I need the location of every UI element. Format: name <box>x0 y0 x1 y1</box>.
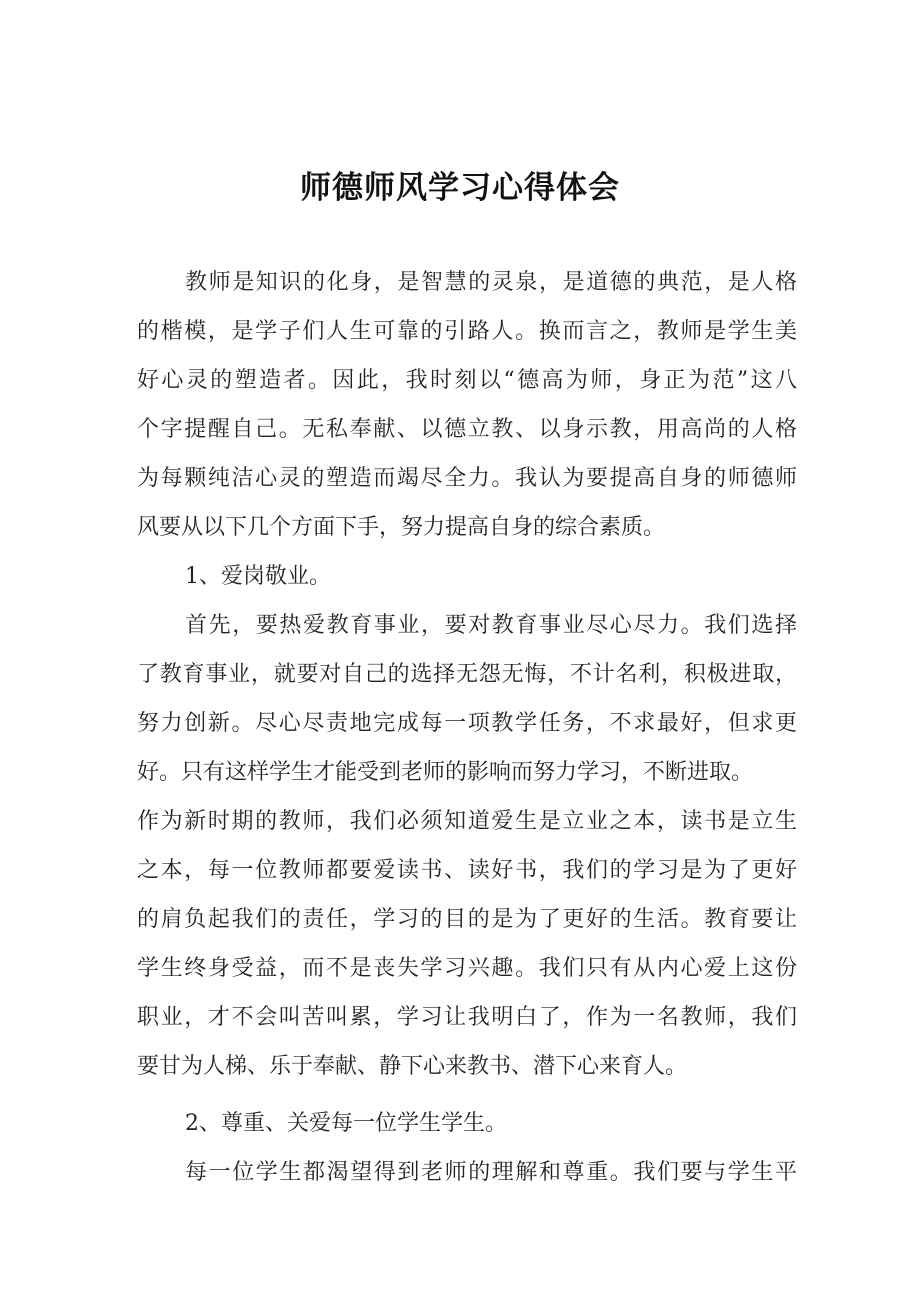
paragraph-line: 的楷模，是学子们人生可靠的引路人。换而言之，教师是学生美 <box>137 319 797 344</box>
paragraph-line: 为每颗纯洁心灵的塑造而竭尽全力。我认为要提高自身的师德师 <box>137 466 797 491</box>
paragraph-line: 努力创新。尽心尽责地完成每一项教学任务，不求最好，但求更 <box>137 711 797 736</box>
paragraph-line: 每一位学生都渴望得到老师的理解和尊重。我们要与学生平 <box>185 1160 797 1185</box>
paragraph-line: 职业，才不会叫苦叫累，学习让我明白了，作为一名教师，我们 <box>137 1005 797 1030</box>
paragraph-line: 作为新时期的教师，我们必须知道爱生是立业之本，读书是立生 <box>137 809 797 834</box>
paragraph-line: 首先，要热爱教育事业，要对教育事业尽心尽力。我们选择 <box>185 613 797 638</box>
document-title: 师德师风学习心得体会 <box>300 170 620 206</box>
paragraph-line: 好。只有这样学生才能受到老师的影响而努力学习，不断进取。 <box>137 760 754 785</box>
section-heading: 1、爱岗敬业。 <box>185 564 331 589</box>
paragraph-line: 好心灵的塑造者。因此，我时刻以“德高为师，身正为范”这八 <box>137 368 797 393</box>
section-heading: 2、尊重、关爱每一位学生学生。 <box>185 1111 507 1136</box>
paragraph-line: 风要从以下几个方面下手，努力提高自身的综合素质。 <box>137 515 666 540</box>
paragraph-line: 之本，每一位教师都要爱读书、读好书，我们的学习是为了更好 <box>137 858 797 883</box>
paragraph-line: 个字提醒自己。无私奉献、以德立教、以身示教，用高尚的人格 <box>137 417 797 442</box>
paragraph-line: 学生终身受益，而不是丧失学习兴趣。我们只有从内心爱上这份 <box>137 956 797 981</box>
paragraph-line: 了教育事业，就要对自己的选择无怨无悔，不计名利，积极进取， <box>137 662 797 687</box>
paragraph-line: 教师是知识的化身，是智慧的灵泉，是道德的典范，是人格 <box>185 270 797 295</box>
paragraph-line: 的肩负起我们的责任，学习的目的是为了更好的生活。教育要让 <box>137 907 797 932</box>
paragraph-line: 要甘为人梯、乐于奉献、静下心来教书、潜下心来育人。 <box>137 1054 688 1079</box>
